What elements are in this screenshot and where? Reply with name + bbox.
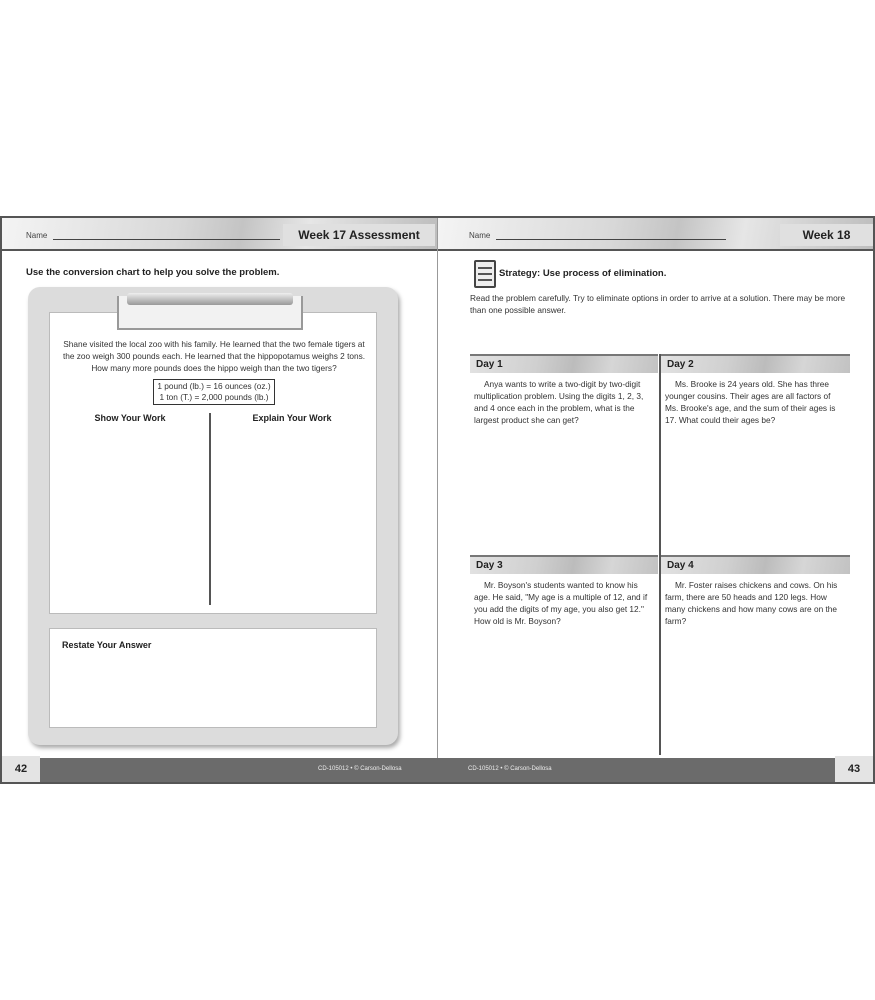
- day-label: Day 3: [470, 555, 658, 574]
- day-label: Day 2: [661, 354, 850, 373]
- name-label: Name: [26, 231, 48, 240]
- work-divider: [209, 413, 211, 605]
- name-label: Name: [469, 231, 491, 240]
- clip-bar: [127, 293, 293, 305]
- page-number-left: 42: [2, 756, 40, 782]
- day-text: Anya wants to write a two-digit by two-digit multiplication problem. Using the digits 1, 2, 3, and 4 once each in the problem, what is the largest product she can get?: [474, 379, 644, 425]
- conversion-line: 1 pound (lb.) = 16 ounces (oz.): [157, 381, 271, 391]
- copyright-right: CD-105012 • © Carson-Dellosa: [468, 766, 552, 772]
- name-line: [496, 239, 726, 240]
- explain-work-label: Explain Your Work: [252, 413, 332, 423]
- day-2: [661, 354, 850, 431]
- day-label: Day 4: [661, 555, 850, 574]
- footer-bar: [2, 758, 873, 782]
- conversion-chart: [153, 379, 275, 405]
- day-text: Mr. Boyson's students wanted to know his age. He said, "My age is a multiple of 12, and if you add the digits of my age, you also get 12." How old is Mr. Boyson?: [474, 580, 648, 626]
- page-number-right: 43: [835, 756, 873, 782]
- clipboard-checklist-icon: [474, 260, 496, 288]
- day-4: [661, 555, 850, 632]
- restate-label: Restate Your Answer: [62, 640, 152, 650]
- instruction: Use the conversion chart to help you solve the problem.: [26, 267, 280, 278]
- copyright-left: CD-105012 • © Carson-Dellosa: [318, 766, 402, 772]
- strategy-description: Read the problem carefully. Try to eliminate options in order to arrive at a solution. There may be more than one possible answer.: [470, 293, 846, 315]
- show-work-label: Show Your Work: [94, 413, 166, 423]
- day-text: Ms. Brooke is 24 years old. She has three younger cousins. Their ages are all factors of Ms. Brooke's age, and the sum of their ages is 17. What could their ages be?: [665, 379, 836, 425]
- day-label: Day 1: [470, 354, 658, 373]
- day-3: [470, 555, 658, 632]
- week-title: Week 17 Assessment: [283, 224, 435, 246]
- spine: [437, 218, 438, 782]
- problem-text: Shane visited the local zoo with his family. He learned that the two female tigers at the zoo weigh 300 pounds each. He learned that the hippopotamus weighs 2 tons. How many more pounds does the hippo weigh than the two tigers?: [62, 339, 366, 373]
- name-line: [53, 239, 280, 240]
- day-1: [470, 354, 658, 431]
- week-title: Week 18: [780, 224, 873, 246]
- day-text: Mr. Foster raises chickens and cows. On his farm, there are 50 heads and 120 legs. How many chickens and how many cows are on the farm?: [665, 580, 838, 626]
- strategy-title: Strategy: Use process of elimination.: [499, 268, 667, 279]
- conversion-line: 1 ton (T.) = 2,000 pounds (lb.): [159, 392, 269, 402]
